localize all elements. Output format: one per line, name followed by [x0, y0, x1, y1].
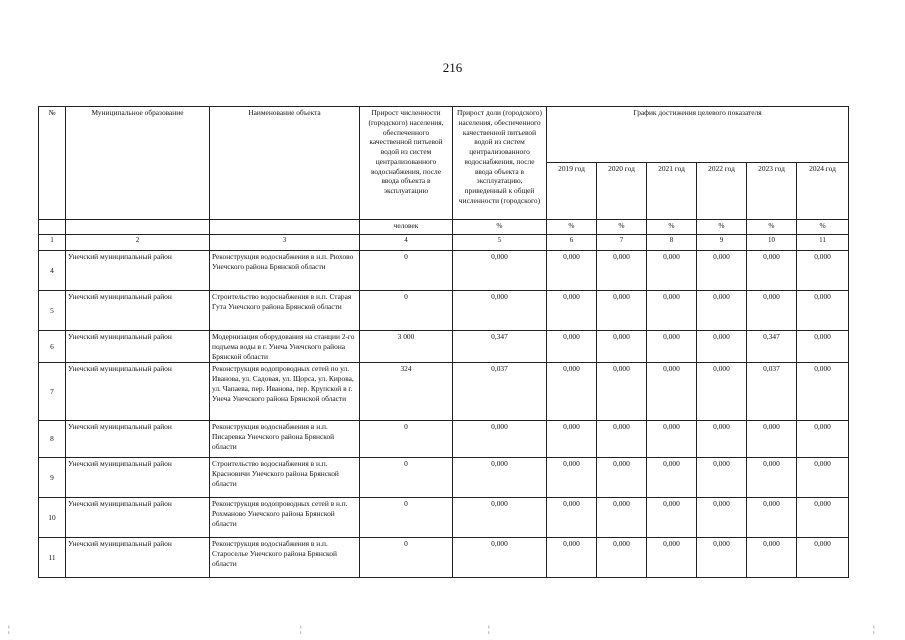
municipality-cell: Унечский муниципальный район: [66, 421, 210, 458]
column-number: 2: [66, 235, 210, 251]
population-increase-cell: 0: [360, 498, 453, 538]
municipality-cell: Унечский муниципальный район: [66, 458, 210, 498]
table-row: [39, 363, 849, 421]
row-number-cell: 8: [39, 421, 66, 458]
year-value-cell: 0,000: [697, 291, 747, 331]
year-value-cell: 0,000: [597, 291, 647, 331]
unit-percent: %: [797, 220, 849, 235]
share-increase-cell: 0,000: [453, 421, 547, 458]
year-value-cell: 0,000: [597, 421, 647, 458]
year-value-cell: 0,000: [797, 363, 849, 421]
unit-cell: [210, 220, 360, 235]
row-number-cell: 7: [39, 363, 66, 421]
unit-percent: %: [597, 220, 647, 235]
population-increase-cell: 0: [360, 251, 453, 291]
header-year: 2024 год: [797, 163, 849, 220]
table-row: [39, 291, 849, 331]
year-value-cell: 0,000: [697, 538, 747, 578]
year-value-cell: 0,000: [747, 291, 797, 331]
municipality-cell: Унечский муниципальный район: [66, 538, 210, 578]
year-value-cell: 0,000: [647, 291, 697, 331]
year-value-cell: 0,000: [797, 291, 849, 331]
year-value-cell: 0,000: [547, 363, 597, 421]
column-number: 10: [747, 235, 797, 251]
object-name-cell: Реконструкция водопроводных сетей в н.п. Рохманово Унечского района Брянской области: [210, 498, 360, 538]
year-value-cell: 0,000: [547, 331, 597, 363]
year-value-cell: 0,000: [797, 538, 849, 578]
year-value-cell: 0,000: [747, 251, 797, 291]
share-increase-cell: 0,347: [453, 331, 547, 363]
table-row: [39, 498, 849, 538]
header-share-increase: Прирост доли (городского) населения, обеспеченного качественной питьевой водой из систем централизованного водоснабжения, после ввода объекта в эксплуатацию, приведенный к общей численности (городского): [453, 107, 547, 220]
share-increase-cell: 0,000: [453, 498, 547, 538]
column-number: 7: [597, 235, 647, 251]
table-row: [39, 251, 849, 291]
year-value-cell: 0,000: [647, 458, 697, 498]
year-value-cell: 0,000: [647, 421, 697, 458]
table-row: [39, 421, 849, 458]
row-number-cell: 10: [39, 498, 66, 538]
year-value-cell: 0,000: [597, 458, 647, 498]
year-value-cell: 0,000: [697, 251, 747, 291]
year-value-cell: 0,000: [547, 498, 597, 538]
population-increase-cell: 0: [360, 421, 453, 458]
share-increase-cell: 0,000: [453, 458, 547, 498]
header-municipality: Муниципальное образование: [66, 107, 210, 220]
year-value-cell: 0,000: [597, 498, 647, 538]
year-value-cell: 0,000: [597, 363, 647, 421]
year-value-cell: 0,000: [547, 251, 597, 291]
row-number-cell: 9: [39, 458, 66, 498]
object-name-cell: Реконструкция водопроводных сетей по ул. Иванова, ул. Садовая, ул. Щорса, ул. Кирова, ул. Чапаева, пер. Иванова, пер. Крупской в г. Унеча Унечского района Брянской области: [210, 363, 360, 421]
year-value-cell: 0,000: [647, 498, 697, 538]
share-increase-cell: 0,000: [453, 538, 547, 578]
object-name-cell: Строительство водоснабжения в н.п. Старая Гута Унечского района Брянской области: [210, 291, 360, 331]
row-number-cell: 5: [39, 291, 66, 331]
table-body: [39, 107, 849, 578]
table-row: [39, 538, 849, 578]
unit-percent: %: [453, 220, 547, 235]
table-row: [39, 458, 849, 498]
year-value-cell: 0,000: [597, 251, 647, 291]
unit-cell: [39, 220, 66, 235]
population-increase-cell: 0: [360, 538, 453, 578]
year-value-cell: 0,000: [697, 498, 747, 538]
year-value-cell: 0,000: [797, 331, 849, 363]
column-number: 1: [39, 235, 66, 251]
year-value-cell: 0,000: [547, 458, 597, 498]
year-value-cell: 0,347: [747, 331, 797, 363]
year-value-cell: 0,000: [597, 538, 647, 578]
year-value-cell: 0,000: [647, 331, 697, 363]
scan-artifact: ¦: [873, 624, 875, 634]
share-increase-cell: 0,000: [453, 251, 547, 291]
object-name-cell: Реконструкция водоснабжения в н.п. Писаревка Унечского района Брянской области: [210, 421, 360, 458]
page-number: 216: [442, 60, 463, 75]
column-number: 6: [547, 235, 597, 251]
year-value-cell: 0,000: [547, 291, 597, 331]
year-value-cell: 0,000: [747, 458, 797, 498]
column-number: 5: [453, 235, 547, 251]
unit-percent: %: [747, 220, 797, 235]
column-number: 8: [647, 235, 697, 251]
year-value-cell: 0,000: [747, 421, 797, 458]
row-number-cell: 11: [39, 538, 66, 578]
year-value-cell: 0,037: [747, 363, 797, 421]
header-year: 2019 год: [547, 163, 597, 220]
year-value-cell: 0,000: [797, 458, 849, 498]
column-number: 4: [360, 235, 453, 251]
year-value-cell: 0,000: [747, 498, 797, 538]
year-value-cell: 0,000: [697, 458, 747, 498]
row-number-cell: 6: [39, 331, 66, 363]
year-value-cell: 0,000: [647, 538, 697, 578]
object-name-cell: Реконструкция водоснабжения в н.п. Рюхово Унечского района Брянской области: [210, 251, 360, 291]
header-year: 2022 год: [697, 163, 747, 220]
year-value-cell: 0,000: [697, 421, 747, 458]
municipality-cell: Унечский муниципальный район: [66, 363, 210, 421]
header-schedule: График достижения целевого показателя: [547, 107, 849, 163]
column-number: 9: [697, 235, 747, 251]
population-increase-cell: 0: [360, 291, 453, 331]
year-value-cell: 0,000: [647, 363, 697, 421]
municipality-cell: Унечский муниципальный район: [66, 291, 210, 331]
header-no: №: [39, 107, 66, 220]
scan-artifact: ¦: [300, 624, 302, 634]
header-year: 2020 год: [597, 163, 647, 220]
population-increase-cell: 0: [360, 458, 453, 498]
year-value-cell: 0,000: [797, 498, 849, 538]
column-number: 11: [797, 235, 849, 251]
year-value-cell: 0,000: [547, 421, 597, 458]
share-increase-cell: 0,037: [453, 363, 547, 421]
municipality-cell: Унечский муниципальный район: [66, 331, 210, 363]
object-name-cell: Реконструкция водоснабжения в н.п. Староселье Унечского района Брянской области: [210, 538, 360, 578]
share-increase-cell: 0,000: [453, 291, 547, 331]
unit-people: человек: [360, 220, 453, 235]
unit-percent: %: [697, 220, 747, 235]
column-number: 3: [210, 235, 360, 251]
object-name-cell: Строительство водоснабжения в н.п. Красновичи Унечского района Брянской области: [210, 458, 360, 498]
municipality-cell: Унечский муниципальный район: [66, 498, 210, 538]
header-year: 2023 год: [747, 163, 797, 220]
unit-percent: %: [547, 220, 597, 235]
header-year: 2021 год: [647, 163, 697, 220]
target-indicator-table: [38, 106, 849, 578]
unit-percent: %: [647, 220, 697, 235]
year-value-cell: 0,000: [797, 421, 849, 458]
object-name-cell: Модернизация оборудования на станции 2-го подъема воды в г. Унеча Унечского района Брянской области: [210, 331, 360, 363]
year-value-cell: 0,000: [547, 538, 597, 578]
municipality-cell: Унечский муниципальный район: [66, 251, 210, 291]
year-value-cell: 0,000: [647, 251, 697, 291]
unit-cell: [66, 220, 210, 235]
year-value-cell: 0,000: [747, 538, 797, 578]
scan-artifact: ¦: [8, 624, 10, 634]
header-object: Наименование объекта: [210, 107, 360, 220]
scan-artifact: ¦: [488, 624, 490, 634]
year-value-cell: 0,000: [597, 331, 647, 363]
year-value-cell: 0,000: [697, 363, 747, 421]
table-row: [39, 331, 849, 363]
year-value-cell: 0,000: [797, 251, 849, 291]
population-increase-cell: 324: [360, 363, 453, 421]
population-increase-cell: 3 000: [360, 331, 453, 363]
row-number-cell: 4: [39, 251, 66, 291]
header-population-increase: Прирост численности (городского) населения, обеспеченного качественной питьевой водой из систем централизованного водоснабжения, после ввода объекта в эксплуатацию: [360, 107, 453, 220]
year-value-cell: 0,000: [697, 331, 747, 363]
